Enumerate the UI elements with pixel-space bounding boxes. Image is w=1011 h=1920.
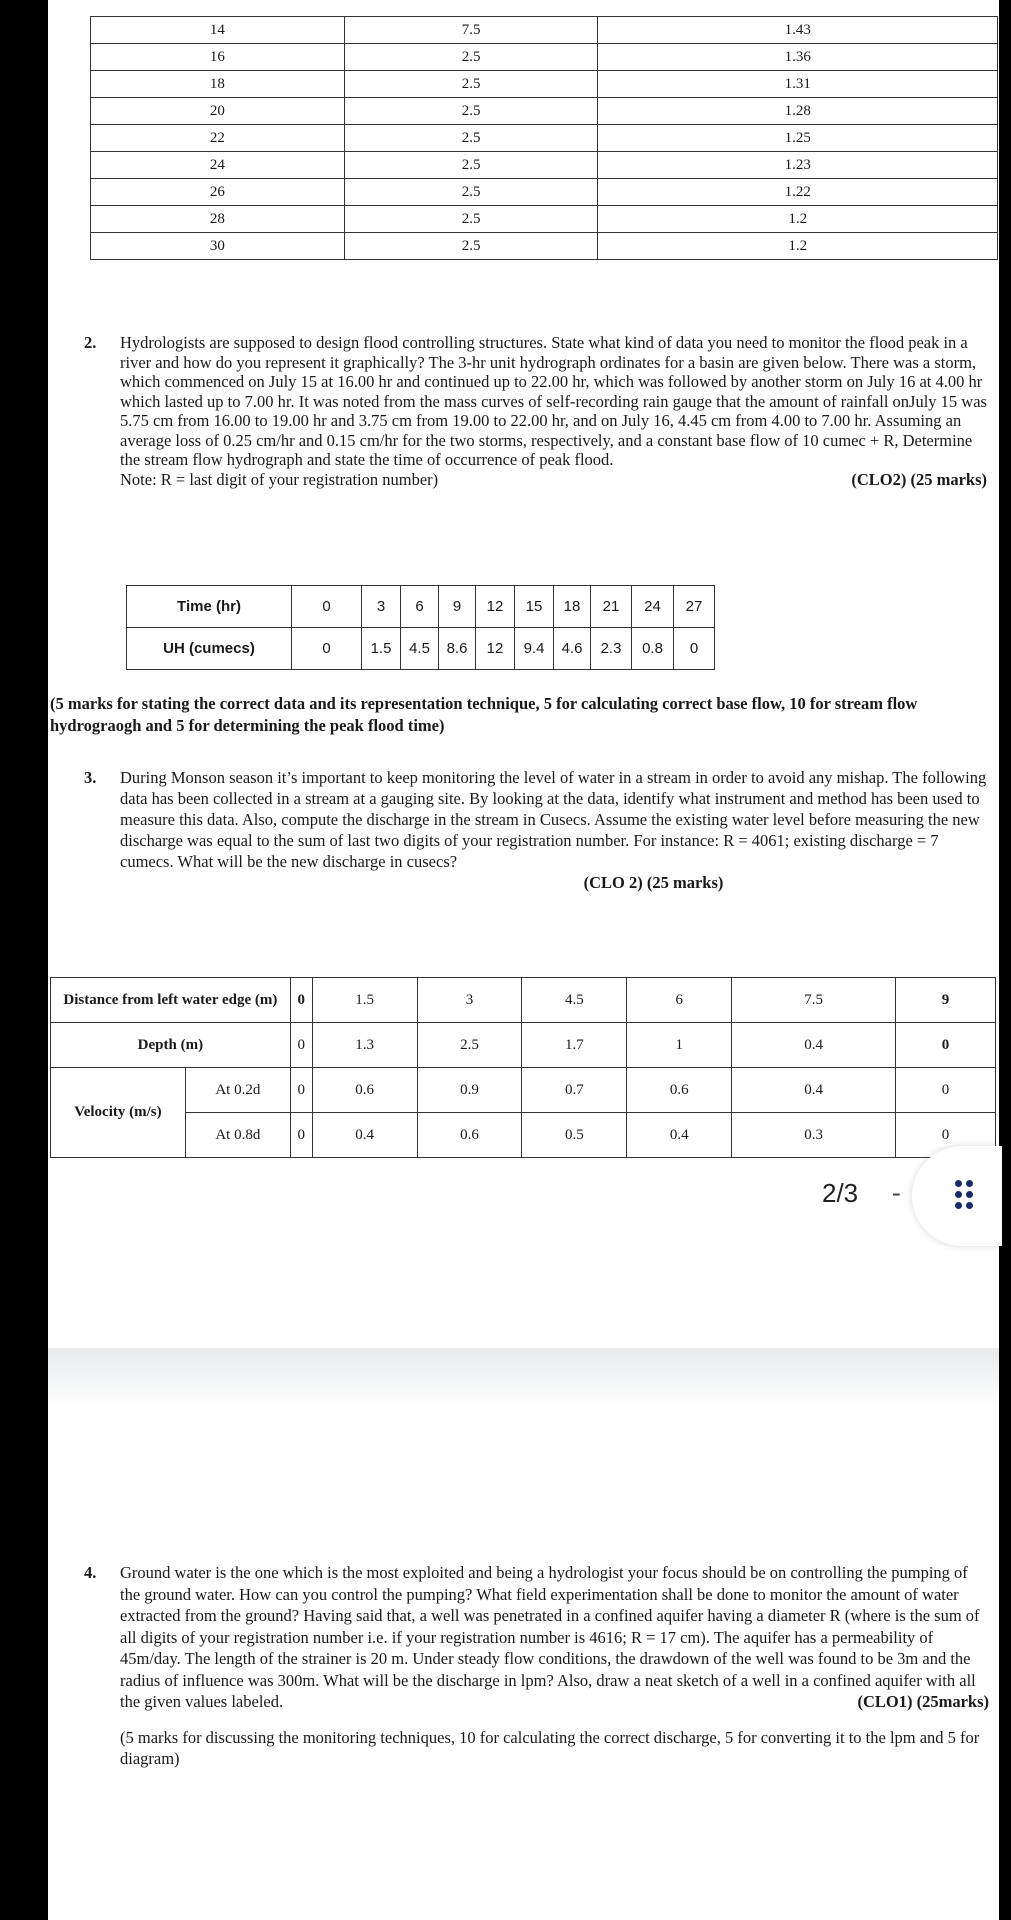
table-row: [91, 233, 998, 260]
uh-value-cell: 8.6: [439, 628, 476, 670]
depth-cell: 0.4: [732, 1023, 896, 1068]
table-cell: 2.5: [344, 206, 598, 233]
velocity-02-cell: 0.4: [732, 1068, 896, 1113]
uh-time-cell: 18: [554, 586, 591, 628]
table-cell: 2.5: [344, 125, 598, 152]
depth-label: Depth (m): [51, 1023, 291, 1068]
velocity-02-label: At 0.2d: [185, 1068, 290, 1113]
table-cell: 1.23: [598, 152, 998, 179]
table-cell: 2.5: [344, 233, 598, 260]
more-dots-icon[interactable]: [955, 1180, 977, 1210]
table-cell: 7.5: [344, 17, 598, 44]
question-4-number: 4.: [84, 1563, 97, 1582]
table-cell: 1.31: [598, 71, 998, 98]
velocity-08-cell: 0.4: [312, 1113, 417, 1158]
distance-cell: 1.5: [312, 978, 417, 1023]
table-cell: 28: [91, 206, 345, 233]
velocity-08-row: [51, 1113, 996, 1158]
distance-cell: 4.5: [522, 978, 627, 1023]
velocity-02-cell: 0: [896, 1068, 996, 1113]
page-indicator-dash: -: [892, 1178, 901, 1207]
depth-cell: 1.7: [522, 1023, 627, 1068]
question-3-text: During Monson season it’s important to keep monitoring the level of water in a stream in order to avoid any mishap. The following data has been collected in a stream at a gauging site. By looking at the data, identify what instrument and method has been used to measure this data. Also, compute the discharge in the stream in Cusecs. Assume the existing water level before measuring the new discharge was equal to the sum of last two digits of your registration number. For instance: R = 4061; existing discharge = 7 cumecs. What will be the new discharge in cusecs?: [120, 768, 987, 871]
uh-time-cell: 24: [632, 586, 674, 628]
uh-time-label: Time (hr): [127, 586, 292, 628]
distance-cell: 3: [417, 978, 522, 1023]
depth-cell: 0: [896, 1023, 996, 1068]
velocity-02-cell: 0.9: [417, 1068, 522, 1113]
question-3: [84, 767, 987, 893]
velocity-08-label: At 0.8d: [185, 1113, 290, 1158]
velocity-02-cell: 0.6: [627, 1068, 732, 1113]
table-row: [91, 206, 998, 233]
table-cell: 1.36: [598, 44, 998, 71]
table-cell: 26: [91, 179, 345, 206]
velocity-08-cell: 0: [290, 1113, 312, 1158]
uh-value-cell: 4.6: [554, 628, 591, 670]
uh-value-cell: 9.4: [515, 628, 554, 670]
table-cell: 1.25: [598, 125, 998, 152]
question-2-clo: (CLO2) (25 marks): [851, 469, 987, 489]
uh-time-cell: 3: [362, 586, 401, 628]
table-cell: 2.5: [344, 71, 598, 98]
uh-time-row: [127, 586, 715, 628]
distance-label: Distance from left water edge (m): [51, 978, 291, 1023]
velocity-08-cell: 0.3: [732, 1113, 896, 1158]
table-row: [91, 179, 998, 206]
table-cell: 14: [91, 17, 345, 44]
question-2-marks: (5 marks for stating the correct data and its representation technique, 5 for calculating correct base flow, 10 for stream flow hydrograogh and 5 for determining the peak flood time): [50, 694, 918, 735]
uh-value-cell: 0: [674, 628, 715, 670]
depth-cell: 1: [627, 1023, 732, 1068]
table-cell: 18: [91, 71, 345, 98]
table-cell: 1.43: [598, 17, 998, 44]
velocity-08-cell: 0.6: [417, 1113, 522, 1158]
question-4-marks: (5 marks for discussing the monitoring techniques, 10 for calculating the correct discharge, 5 for converting it to the lpm and 5 for diagram): [120, 1727, 980, 1768]
depth-cell: 2.5: [417, 1023, 522, 1068]
question-4: [84, 1562, 989, 1770]
distance-row: [51, 978, 996, 1023]
table-row: [91, 125, 998, 152]
table-row: [91, 71, 998, 98]
velocity-02-cell: 0: [290, 1068, 312, 1113]
uh-time-cell: 0: [292, 586, 362, 628]
unit-hydrograph-table: [126, 585, 715, 670]
distance-cell: 6: [627, 978, 732, 1023]
uh-value-cell: 0.8: [632, 628, 674, 670]
table-cell: 1.28: [598, 98, 998, 125]
question-2-number: 2.: [84, 333, 97, 352]
question-2: [84, 333, 987, 489]
uh-time-cell: 27: [674, 586, 715, 628]
uh-value-cell: 12: [476, 628, 515, 670]
table-row: [91, 44, 998, 71]
depth-cell: 1.3: [312, 1023, 417, 1068]
table-cell: 2.5: [344, 98, 598, 125]
uh-value-cell: 4.5: [401, 628, 439, 670]
table-cell: 1.2: [598, 233, 998, 260]
table-cell: 16: [91, 44, 345, 71]
uh-value-label: UH (cumecs): [127, 628, 292, 670]
distance-cell: 9: [896, 978, 996, 1023]
stream-gauging-table: [50, 977, 996, 1158]
uh-time-cell: 12: [476, 586, 515, 628]
uh-value-row: [127, 628, 715, 670]
question-2-note: Note: R = last digit of your registration number): [120, 469, 439, 489]
velocity-02-cell: 0.7: [522, 1068, 627, 1113]
table-cell: 2.5: [344, 179, 598, 206]
table-cell: 1.2: [598, 206, 998, 233]
table-cell: 22: [91, 125, 345, 152]
uh-value-cell: 0: [292, 628, 362, 670]
uh-time-cell: 21: [591, 586, 632, 628]
question-3-clo: (CLO 2) (25 marks): [583, 873, 724, 892]
uh-time-cell: 6: [401, 586, 439, 628]
uh-value-cell: 2.3: [591, 628, 632, 670]
continued-data-table: [90, 16, 998, 260]
question-4-clo: (CLO1) (25marks): [857, 1692, 989, 1711]
table-row: [91, 98, 998, 125]
uh-time-cell: 9: [439, 586, 476, 628]
question-3-number: 3.: [84, 768, 97, 787]
table-cell: 2.5: [344, 44, 598, 71]
table-cell: 1.22: [598, 179, 998, 206]
velocity-08-cell: 0.4: [627, 1113, 732, 1158]
velocity-label: Velocity (m/s): [51, 1068, 186, 1158]
uh-time-cell: 15: [515, 586, 554, 628]
depth-cell: 0: [290, 1023, 312, 1068]
table-cell: 2.5: [344, 152, 598, 179]
velocity-08-cell: 0: [896, 1113, 996, 1158]
velocity-08-cell: 0.5: [522, 1113, 627, 1158]
uh-value-cell: 1.5: [362, 628, 401, 670]
table-cell: 24: [91, 152, 345, 179]
left-dark-margin: [0, 0, 48, 1920]
distance-cell: 0: [290, 978, 312, 1023]
table-row: [91, 17, 998, 44]
question-4-text: Ground water is the one which is the most exploited and being a hydrologist your focus should be on controlling the pumping of the ground water. How can you control the pumping? What field experimentation shall be done to monitor the amount of water extracted from the ground? Having said that, a well was penetrated in a confined aquifer having a diameter R (where is the sum of all digits of your registration number i.e. if your registration number is 4616; R = 17 cm). The aquifer has a permeability of 45m/day. The length of the strainer is 20 m. Under steady flow conditions, the drawdown of the well was found to be 3m and the radius of influence was 300m. What will be the discharge in lpm? Also, draw a neat sketch of a well in a confined aquifer with all the given values labeled.: [120, 1563, 980, 1711]
table-row: [91, 152, 998, 179]
right-dark-margin: [999, 0, 1011, 1920]
velocity-02-cell: 0.6: [312, 1068, 417, 1113]
velocity-02-row: [51, 1068, 996, 1113]
distance-cell: 7.5: [732, 978, 896, 1023]
depth-row: [51, 1023, 996, 1068]
question-2-text: Hydrologists are supposed to design flood controlling structures. State what kind of data you need to monitor the flood peak in a river and how do you represent it graphically? The 3-hr unit hydrograph ordinates for a basin are given below. There was a storm, which commenced on July 15 at 16.00 hr and continued up to 22.00 hr, which was followed by another storm on July 16 at 4.00 hr which lasted up to 7.00 hr. It was noted from the mass curves of self-recording rain gauge that the amount of rainfall onJuly 15 was 5.75 cm from 16.00 to 19.00 hr and 3.75 cm from 19.00 to 22.00 hr, and on July 16, 4.45 cm from 4.00 to 7.00 hr. Assuming an average loss of 0.25 cm/hr and 0.15 cm/hr for the two storms, respectively, and a constant base flow of 10 cumec + R, Determine the stream flow hydrograph and state the time of occurrence of peak flood.: [120, 333, 987, 469]
table-cell: 30: [91, 233, 345, 260]
table-cell: 20: [91, 98, 345, 125]
page-indicator: 2/3: [822, 1178, 859, 1208]
